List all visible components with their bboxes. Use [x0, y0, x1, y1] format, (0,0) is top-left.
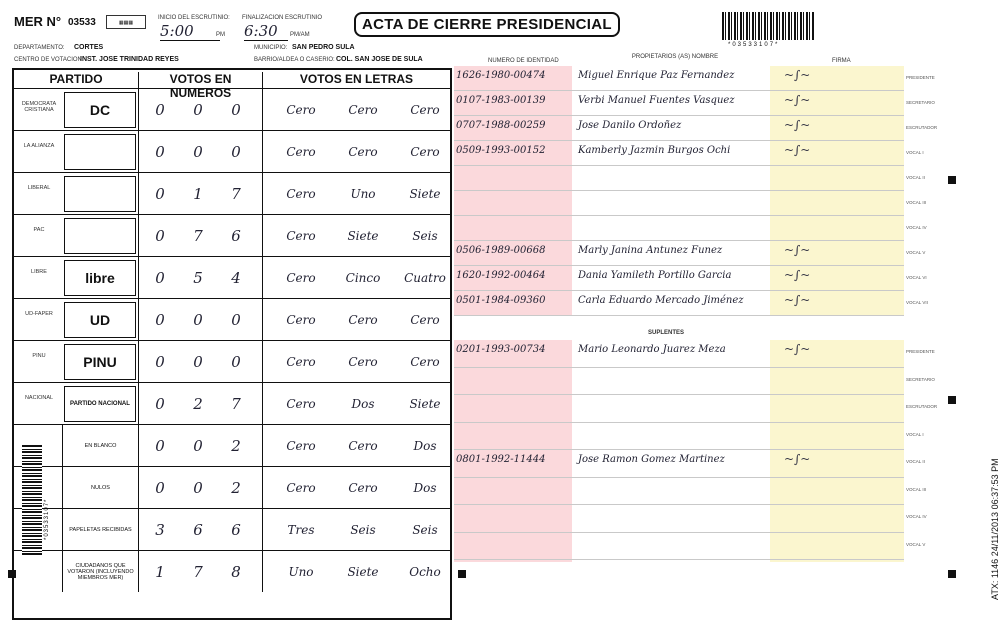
role-label: VOCAL IV: [906, 514, 927, 519]
role-label: SECRETARIO: [906, 376, 935, 382]
vote-digit: 7: [231, 395, 241, 413]
vote-digit: 1: [155, 563, 165, 581]
col-letras: VOTOS EN LETRAS: [262, 72, 450, 90]
party-name: PAC: [33, 227, 45, 233]
member-row: [454, 291, 904, 316]
party-logo-icon: [64, 134, 136, 170]
logo-icon: ▦▦▦: [106, 15, 146, 29]
total-row: [14, 550, 450, 592]
id-header: NUMERO DE IDENTIDAD: [488, 58, 559, 64]
vote-word: Cero: [286, 103, 316, 117]
final-value: 6:30: [244, 22, 288, 41]
vote-digit: 0: [155, 395, 165, 413]
member-row: [454, 505, 904, 533]
member-row: [454, 66, 904, 91]
total-row: [14, 508, 450, 550]
party-logo-text: PARTIDO NACIONAL: [70, 401, 130, 407]
divider: [138, 89, 139, 130]
role-label: VOCAL VII: [906, 300, 928, 305]
vote-word: Cinco: [345, 271, 381, 285]
divider: [138, 299, 139, 340]
page-title: ACTA DE CIERRE PRESIDENCIAL: [354, 12, 620, 37]
divider: [138, 467, 139, 508]
divider: [138, 383, 139, 424]
vote-word: Cero: [286, 145, 316, 159]
party-logo-icon: [64, 218, 136, 254]
member-name: Jose Danilo Ordoñez: [578, 120, 682, 131]
vote-word: Cero: [286, 187, 316, 201]
final-suffix: PM/AM: [290, 32, 310, 38]
vote-word: Cero: [286, 481, 316, 495]
signature-mark: ~∫~: [784, 342, 811, 356]
member-id: 0107-1983-00139: [456, 95, 546, 106]
departamento-value: CORTES: [74, 44, 104, 51]
votes-header: [14, 70, 450, 100]
signature-mark: ~∫~: [784, 452, 811, 466]
divider: [262, 341, 263, 382]
member-row: [454, 116, 904, 141]
signature-mark: ~∫~: [784, 143, 811, 157]
party-logo-icon: [64, 92, 136, 128]
role-label: VOCAL I: [906, 150, 924, 155]
party-row: [14, 214, 450, 256]
suplentes-header: SUPLENTES: [648, 330, 685, 336]
role-label: VOCAL I: [906, 431, 924, 437]
party-row: [14, 340, 450, 382]
barrio-label: BARRIO/ALDEA O CASERIO:: [254, 57, 335, 63]
municipio-value: SAN PEDRO SULA: [292, 44, 355, 51]
marker-square: [948, 176, 956, 184]
vote-word: Cero: [348, 481, 378, 495]
member-row: [454, 166, 904, 191]
vote-word: Dos: [413, 439, 437, 453]
vote-word: Siete: [347, 229, 379, 243]
vote-word: Cero: [410, 145, 440, 159]
divider: [138, 551, 139, 592]
divider: [262, 425, 263, 466]
side-barcode-text: *03533107*: [44, 498, 50, 540]
party-logo-icon: [64, 260, 136, 296]
vote-digit: 0: [155, 185, 165, 203]
vote-digit: 0: [231, 311, 241, 329]
role-label: VOCAL III: [906, 486, 927, 492]
member-name: Marly Janina Antunez Funez: [578, 245, 723, 256]
party-logo-text: libre: [85, 270, 115, 286]
member-row: [454, 241, 904, 266]
member-row: [454, 91, 904, 116]
divider: [262, 131, 263, 172]
municipio-label: MUNICIPIO:: [254, 45, 288, 51]
vote-digit: 3: [155, 521, 165, 539]
vote-word: Uno: [288, 565, 314, 579]
vote-word: Dos: [413, 481, 437, 495]
vote-digit: 5: [193, 269, 203, 287]
divider: [262, 551, 263, 592]
role-label: VOCAL V: [906, 541, 926, 547]
party-logo-icon: [64, 176, 136, 212]
party-logo-icon: [64, 302, 136, 338]
member-row: [454, 340, 904, 368]
party-logo-icon: [64, 344, 136, 380]
centro-value: INST. JOSE TRINIDAD REYES: [80, 56, 179, 63]
signature-mark: ~∫~: [784, 93, 811, 107]
vote-digit: 0: [155, 437, 165, 455]
member-name: Dania Yamileth Portillo Garcia: [578, 270, 732, 281]
signature-mark: ~∫~: [784, 68, 811, 82]
divider: [138, 425, 139, 466]
signature-mark: ~∫~: [784, 268, 811, 282]
vote-word: Cero: [348, 313, 378, 327]
vote-digit: 2: [231, 437, 241, 455]
vote-digit: 6: [193, 521, 203, 539]
barrio-value: COL. SAN JOSE DE SULA: [336, 56, 423, 63]
party-name: LIBERAL: [27, 185, 51, 191]
vote-digit: 0: [155, 227, 165, 245]
vote-word: Cero: [410, 313, 440, 327]
role-label: VOCAL II: [906, 175, 925, 180]
vote-digit: 6: [231, 521, 241, 539]
vote-word: Seis: [412, 229, 438, 243]
vote-word: Seis: [350, 523, 376, 537]
vote-word: Uno: [350, 187, 376, 201]
role-label: VOCAL IV: [906, 225, 927, 230]
vote-digit: 7: [193, 227, 203, 245]
firma-header: FIRMA: [832, 58, 851, 64]
inicio-value: 5:00: [160, 22, 220, 41]
member-row: [454, 478, 904, 506]
party-name: PINU: [32, 353, 46, 359]
total-label: CIUDADANOS QUE VOTARON (INCLUYENDO MIEMBROS MER): [62, 551, 138, 592]
vote-digit: 6: [231, 227, 241, 245]
vote-digit: 1: [193, 185, 203, 203]
vote-word: Cero: [410, 355, 440, 369]
total-row: [14, 466, 450, 508]
member-row: [454, 423, 904, 451]
vote-digit: 0: [231, 101, 241, 119]
member-name: Carla Eduardo Mercado Jiménez: [578, 295, 744, 306]
marker-square: [948, 570, 956, 578]
vote-digit: 0: [155, 311, 165, 329]
party-row: [14, 382, 450, 424]
timestamp-stamp: ATX: 1146 24/11/2013 06:37:53 PM: [990, 458, 1000, 600]
vote-digit: 0: [193, 353, 203, 371]
vote-word: Siete: [409, 397, 441, 411]
signature-mark: ~∫~: [784, 243, 811, 257]
party-row: [14, 298, 450, 340]
vote-digit: 7: [193, 563, 203, 581]
vote-word: Siete: [409, 187, 441, 201]
vote-digit: 0: [193, 311, 203, 329]
total-label: EN BLANCO: [62, 425, 138, 466]
party-row: [14, 172, 450, 214]
side-barcode-icon: [22, 445, 42, 555]
departamento-label: DEPARTAMENTO:: [14, 45, 65, 51]
signature-mark: ~∫~: [784, 118, 811, 132]
total-label: NULOS: [62, 467, 138, 508]
divider: [262, 89, 263, 130]
party-logo-text: DC: [89, 102, 111, 118]
marker-square: [8, 570, 16, 578]
divider: [262, 467, 263, 508]
vote-word: Tres: [287, 523, 315, 537]
barcode-icon: [722, 12, 814, 40]
mer-label: MER N°: [14, 14, 62, 29]
member-row: [454, 266, 904, 291]
vote-digit: 0: [231, 353, 241, 371]
member-row: [454, 191, 904, 216]
inicio-label: INICIO DEL ESCRUTINIO:: [158, 15, 230, 21]
centro-label: CENTRO DE VOTACION:: [14, 57, 84, 63]
votes-table: [12, 68, 452, 620]
role-label: PRESIDENTE: [906, 75, 935, 80]
member-name: Kamberly Jazmin Burgos Ochi: [578, 145, 731, 156]
member-row: [454, 216, 904, 241]
divider: [262, 509, 263, 550]
member-row: [454, 368, 904, 396]
vote-digit: 2: [193, 395, 203, 413]
member-id: 0801-1992-11444: [456, 454, 546, 465]
member-id: 0509-1993-00152: [456, 145, 546, 156]
role-label: SECRETARIO: [906, 100, 935, 105]
vote-digit: 0: [155, 143, 165, 161]
vote-word: Cero: [286, 397, 316, 411]
vote-word: Dos: [351, 397, 375, 411]
party-logo-text: UD: [89, 312, 111, 328]
member-id: 0506-1989-00668: [456, 245, 546, 256]
member-id: 0501-1984-09360: [456, 295, 546, 306]
final-label: FINALIZACION ESCRUTINIO: [242, 15, 323, 21]
vote-word: Cero: [348, 355, 378, 369]
vote-digit: 0: [193, 101, 203, 119]
member-row: [454, 450, 904, 478]
marker-square: [948, 396, 956, 404]
vote-digit: 0: [155, 479, 165, 497]
vote-digit: 0: [231, 143, 241, 161]
role-label: VOCAL V: [906, 250, 926, 255]
member-name: Verbi Manuel Fuentes Vasquez: [578, 95, 735, 106]
vote-word: Cero: [286, 313, 316, 327]
member-row: [454, 395, 904, 423]
vote-digit: 2: [231, 479, 241, 497]
col-partido: PARTIDO: [49, 72, 103, 86]
party-name: DEMOCRATA CRISTIANA: [21, 101, 57, 113]
member-id: 0201-1993-00734: [456, 344, 546, 355]
divider: [138, 215, 139, 256]
member-id: 0707-1988-00259: [456, 120, 546, 131]
divider: [262, 383, 263, 424]
col-numeros: VOTOS EN NUMEROS: [138, 72, 262, 90]
mer-number: 03533: [68, 17, 96, 28]
divider: [138, 173, 139, 214]
vote-word: Cero: [286, 439, 316, 453]
vote-word: Ocho: [409, 565, 441, 579]
divider: [262, 299, 263, 340]
party-logo-icon: [64, 386, 136, 422]
vote-word: Cuatro: [404, 271, 446, 285]
vote-word: Cero: [348, 439, 378, 453]
party-name: UD-FAPER: [25, 311, 53, 317]
vote-digit: 0: [155, 101, 165, 119]
divider: [262, 173, 263, 214]
role-label: ESCRUTADOR: [906, 125, 938, 130]
vote-word: Seis: [412, 523, 438, 537]
vote-word: Cero: [286, 229, 316, 243]
barcode-text: *03533107*: [728, 42, 780, 48]
party-row: [14, 130, 450, 172]
role-label: PRESIDENTE: [906, 349, 935, 354]
total-row: [14, 424, 450, 466]
divider: [138, 341, 139, 382]
member-name: Mario Leonardo Juarez Meza: [578, 344, 726, 355]
vote-digit: 4: [231, 269, 241, 287]
party-name: NACIONAL: [24, 395, 54, 401]
vote-word: Cero: [348, 103, 378, 117]
role-label: VOCAL II: [906, 459, 925, 464]
total-label: PAPELETAS RECIBIDAS: [62, 509, 138, 550]
member-name: Miguel Enrique Paz Fernandez: [578, 70, 735, 81]
role-label: VOCAL VI: [906, 275, 927, 280]
party-row: [14, 88, 450, 130]
vote-digit: 0: [193, 437, 203, 455]
role-label: VOCAL III: [906, 200, 927, 205]
vote-digit: 7: [231, 185, 241, 203]
vote-digit: 0: [193, 143, 203, 161]
divider: [138, 131, 139, 172]
divider: [262, 215, 263, 256]
vote-digit: 0: [155, 353, 165, 371]
vote-digit: 0: [193, 479, 203, 497]
divider: [138, 509, 139, 550]
member-row: [454, 141, 904, 166]
inicio-suffix: PM: [216, 32, 225, 38]
party-name: LIBRE: [31, 269, 47, 275]
divider: [138, 257, 139, 298]
vote-word: Cero: [410, 103, 440, 117]
party-row: [14, 256, 450, 298]
vote-word: Cero: [286, 271, 316, 285]
name-header: PROPIETARIOS (AS) NOMBRE: [631, 54, 719, 60]
member-id: 1626-1980-00474: [456, 70, 546, 81]
member-name: Jose Ramon Gomez Martinez: [578, 454, 725, 465]
role-label: ESCRUTADOR: [906, 404, 938, 409]
vote-word: Cero: [348, 145, 378, 159]
party-logo-text: PINU: [83, 354, 117, 370]
member-id: 1620-1992-00464: [456, 270, 546, 281]
signature-mark: ~∫~: [784, 293, 811, 307]
vote-word: Cero: [286, 355, 316, 369]
member-row: [454, 533, 904, 561]
vote-word: Siete: [347, 565, 379, 579]
vote-digit: 0: [155, 269, 165, 287]
divider: [262, 257, 263, 298]
marker-square: [458, 570, 466, 578]
vote-digit: 8: [231, 563, 241, 581]
party-name: LA ALIANZA: [23, 143, 55, 149]
